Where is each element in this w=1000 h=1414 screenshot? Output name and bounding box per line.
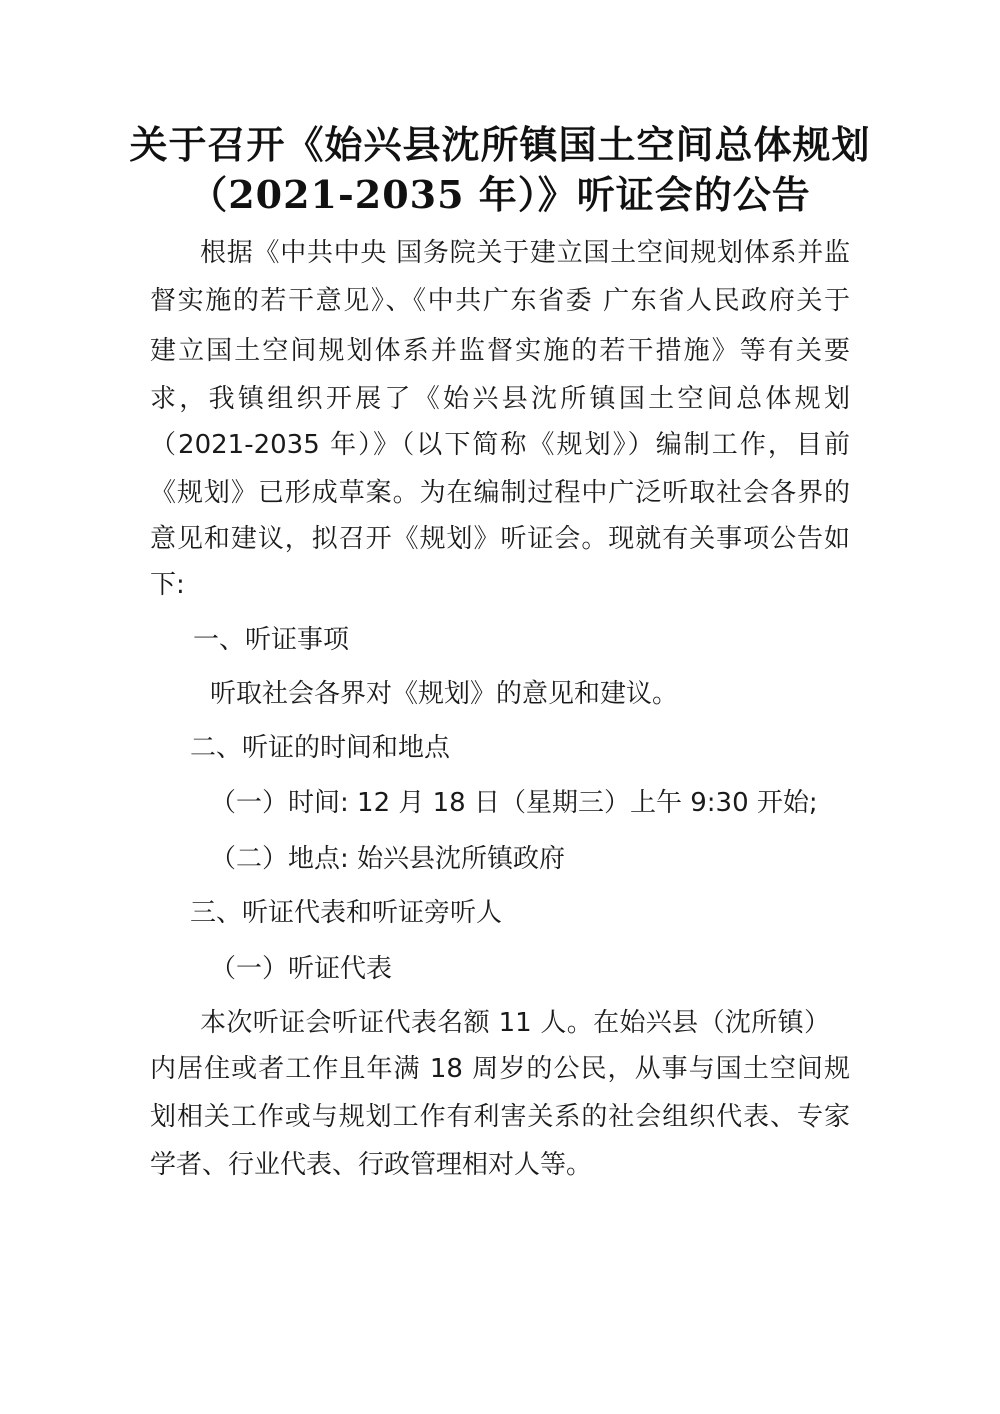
intro-line-1: 根据《中共中央 国务院关于建立国土空间规划体系并监 (200, 238, 850, 268)
intro-line-3: 建立国土空间规划体系并监督实施的若干措施》等有关要 (150, 336, 850, 366)
document-title-line-1: 关于召开《始兴县沈所镇国土空间总体规划 (129, 122, 871, 167)
intro-line-6: 《规划》已形成草案。为在编制过程中广泛听取社会各界的 (150, 478, 850, 508)
section-3-heading: 三、听证代表和听证旁听人 (190, 898, 503, 928)
intro-line-2: 督实施的若干意见》、《中共广东省委 广东省人民政府关于 (150, 286, 850, 316)
section-3-body-line-1: 本次听证会听证代表名额 11 人。在始兴县（沈所镇） (200, 1008, 830, 1038)
section-3-body-line-2: 内居住或者工作且年满 18 周岁的公民，从事与国土空间规 (150, 1054, 850, 1084)
section-3-body-line-3: 划相关工作或与规划工作有利害关系的社会组织代表、专家 (150, 1102, 850, 1132)
document-title-line-2: （2021-2035 年）》听证会的公告 (189, 172, 811, 217)
section-2-time: （一）时间: 12 月 18 日（星期三）上午 9:30 开始; (210, 788, 818, 818)
section-2-heading: 二、听证的时间和地点 (190, 733, 451, 763)
intro-line-4: 求，我镇组织开展了《始兴县沈所镇国土空间总体规划 (150, 384, 850, 414)
section-2-place: （二）地点: 始兴县沈所镇政府 (210, 844, 566, 874)
section-3-body-line-4: 学者、行业代表、行政管理相对人等。 (150, 1150, 593, 1180)
intro-line-7: 意见和建议，拟召开《规划》听证会。现就有关事项公告如 (150, 524, 850, 554)
section-1-heading: 一、听证事项 (193, 625, 350, 655)
intro-line-5: （2021-2035 年）》（以下简称《规划》）编制工作，目前 (150, 430, 850, 460)
section-1-body: 听取社会各界对《规划》的意见和建议。 (210, 679, 679, 709)
intro-line-8: 下: (150, 570, 185, 600)
section-3-sub-1: （一）听证代表 (210, 954, 393, 984)
